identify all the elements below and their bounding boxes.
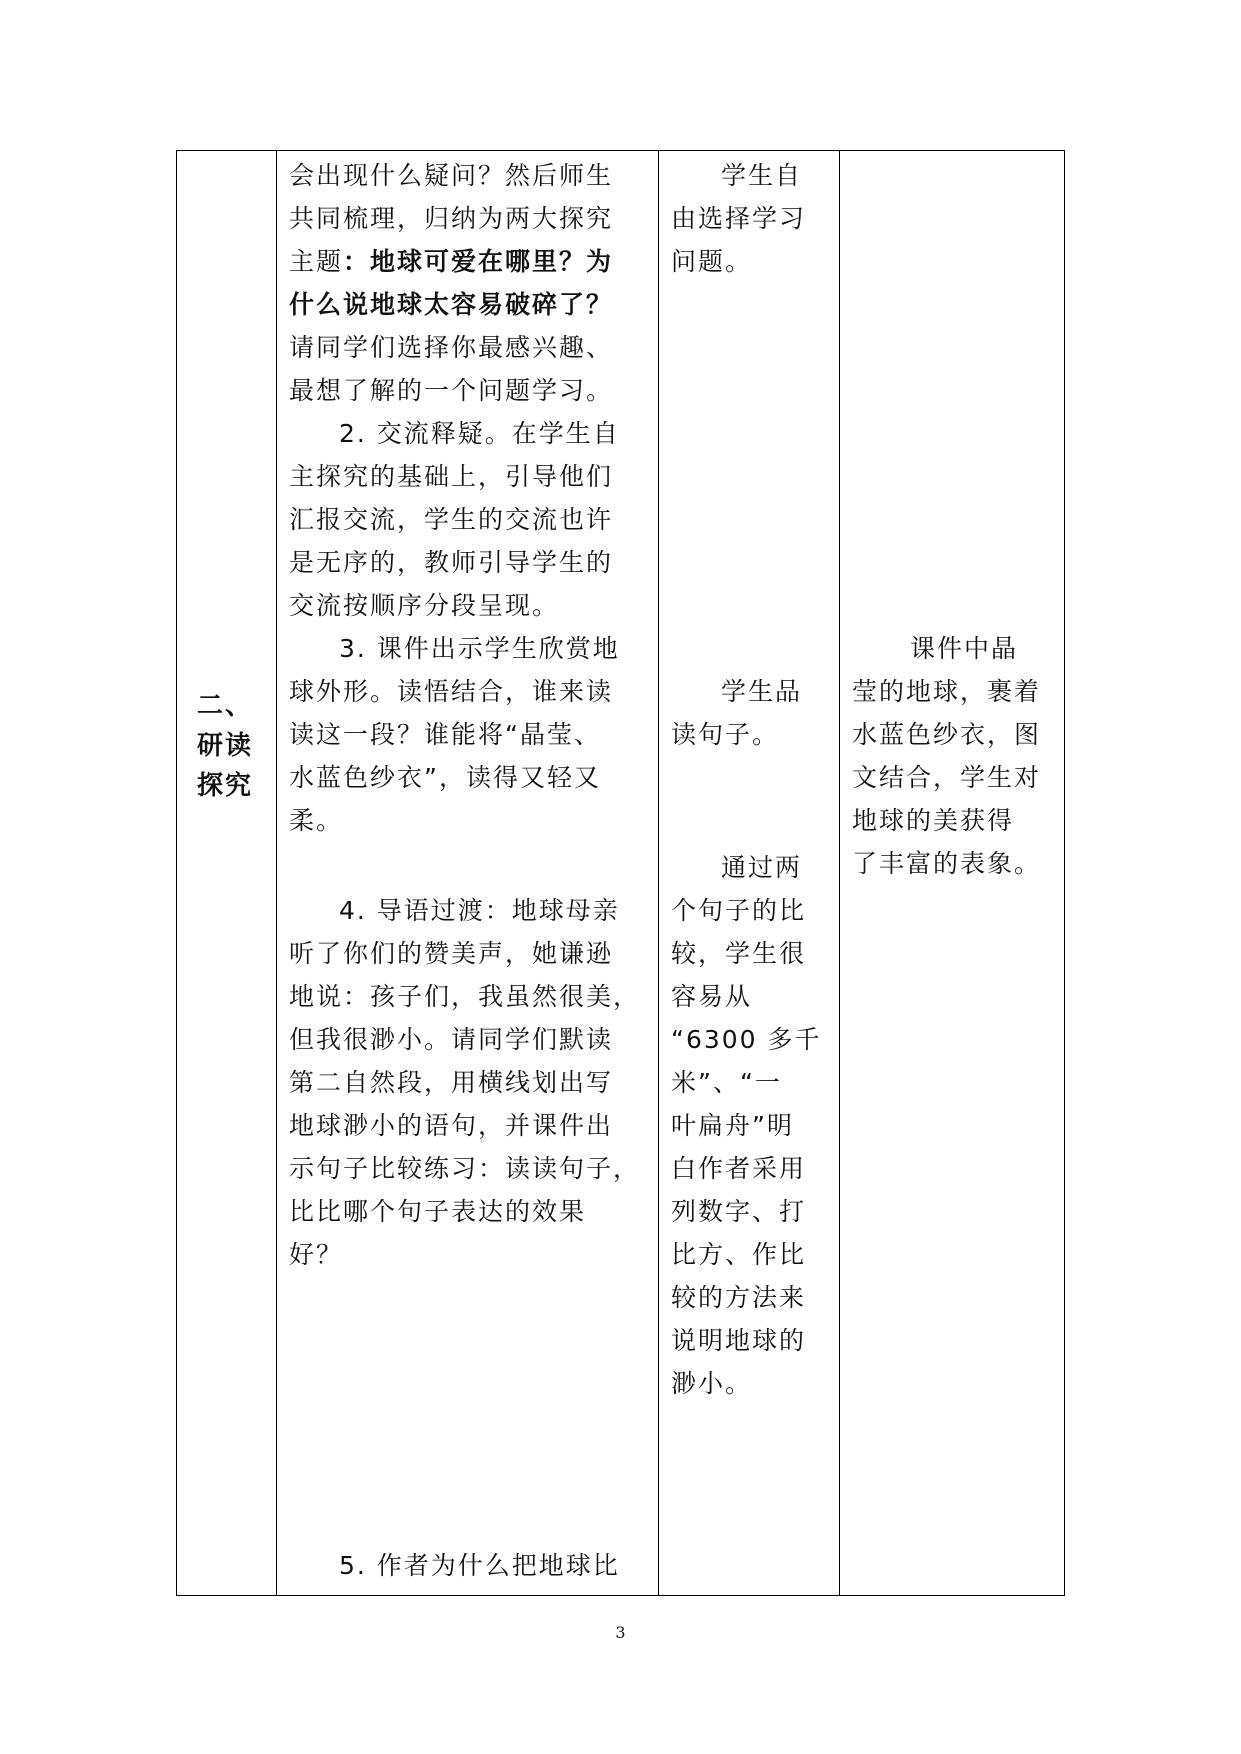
- student-line: 列数字、打: [671, 1197, 807, 1226]
- stage-cell: [177, 151, 277, 1596]
- activity-line: 会出现什么疑问？然后师生: [289, 161, 614, 190]
- student-line: 比方、作比: [671, 1240, 807, 1269]
- student-line: “6300 多千: [671, 1025, 822, 1054]
- student-line: 容易从: [671, 982, 753, 1011]
- activity-line: 最想了解的一个问题学习。: [289, 376, 614, 405]
- stage-title-line2: 探究: [197, 771, 254, 801]
- student-line: 较的方法来: [671, 1283, 807, 1312]
- stage-number: 二、: [197, 691, 254, 721]
- student-line: 说明地球的: [671, 1326, 807, 1355]
- table-row: [177, 151, 1065, 1596]
- intent-line: 水蓝色纱衣，图: [852, 720, 1042, 749]
- student-line: 米”、“一: [671, 1068, 782, 1097]
- activity-line: 球外形。读悟结合，谁来读: [289, 677, 614, 706]
- student-activity-cell: [659, 151, 840, 1596]
- activity-line: 交流按顺序分段呈现。: [289, 591, 560, 620]
- activity-line: 听了你们的赞美声，她谦逊: [289, 939, 614, 968]
- student-line: 叶扁舟”明: [671, 1111, 794, 1140]
- activity-line: 柔。: [289, 806, 344, 835]
- topic-highlight: 什么说地球太容易破碎了？: [289, 290, 614, 319]
- activity-line: 比比哪个句子表达的效果: [289, 1197, 587, 1226]
- intent-line: 莹的地球，裹着: [852, 677, 1042, 706]
- page-number: 3: [615, 1623, 626, 1642]
- activity-line: 示句子比较练习：读读句子，: [289, 1154, 641, 1183]
- student-line: 较，学生很: [671, 939, 807, 968]
- activity-line: 5. 作者为什么把地球比: [339, 1551, 620, 1580]
- activity-line: 是无序的，教师引导学生的: [289, 548, 614, 577]
- student-line: 白作者采用: [671, 1154, 807, 1183]
- student-line: 学生品: [721, 677, 803, 706]
- student-line: 通过两: [721, 853, 803, 882]
- student-line: 渺小。: [671, 1369, 753, 1398]
- activity-line: 共同梳理，归纳为两大探究: [289, 204, 614, 233]
- activity-line: 地球渺小的语句，并课件出: [289, 1111, 614, 1140]
- intent-line: 地球的美获得: [852, 806, 1015, 835]
- activity-line: 地说：孩子们，我虽然很美，: [289, 982, 641, 1011]
- student-line: 问题。: [671, 247, 753, 276]
- student-line: 个句子的比: [671, 896, 807, 925]
- intent-line: 课件中晶: [910, 634, 1019, 663]
- activity-line: 2. 交流释疑。在学生自: [339, 419, 620, 448]
- activity-line: 第二自然段，用横线划出写: [289, 1068, 614, 1097]
- design-intent-cell: [840, 151, 1065, 1596]
- activity-line: 主探究的基础上，引导他们: [289, 462, 614, 491]
- student-line: 学生自: [721, 161, 803, 190]
- activity-line: 主题：地球可爱在哪里？为: [289, 247, 614, 276]
- activity-line: 4. 导语过渡：地球母亲: [339, 896, 620, 925]
- activity-line: 读这一段？谁能将“晶莹、: [289, 720, 601, 749]
- activity-line: 好？: [289, 1240, 344, 1269]
- lesson-plan-table: [176, 150, 1065, 1596]
- intent-line: 文结合，学生对: [852, 763, 1042, 792]
- activity-line: 但我很渺小。请同学们默读: [289, 1025, 614, 1054]
- topic-highlight: ：地球可爱在哪里？为: [343, 247, 614, 276]
- student-line: 由选择学习: [671, 204, 807, 233]
- student-line: 读句子。: [671, 720, 780, 749]
- intent-line: 了丰富的表象。: [852, 849, 1042, 878]
- activity-line: 汇报交流，学生的交流也许: [289, 505, 614, 534]
- activity-line: 水蓝色纱衣”，读得又轻又: [289, 763, 601, 792]
- teaching-activity-cell: [277, 151, 659, 1596]
- activity-line: 请同学们选择你最感兴趣、: [289, 333, 614, 362]
- stage-title-line1: 研读: [197, 731, 254, 761]
- activity-line: 3. 课件出示学生欣赏地: [339, 634, 620, 663]
